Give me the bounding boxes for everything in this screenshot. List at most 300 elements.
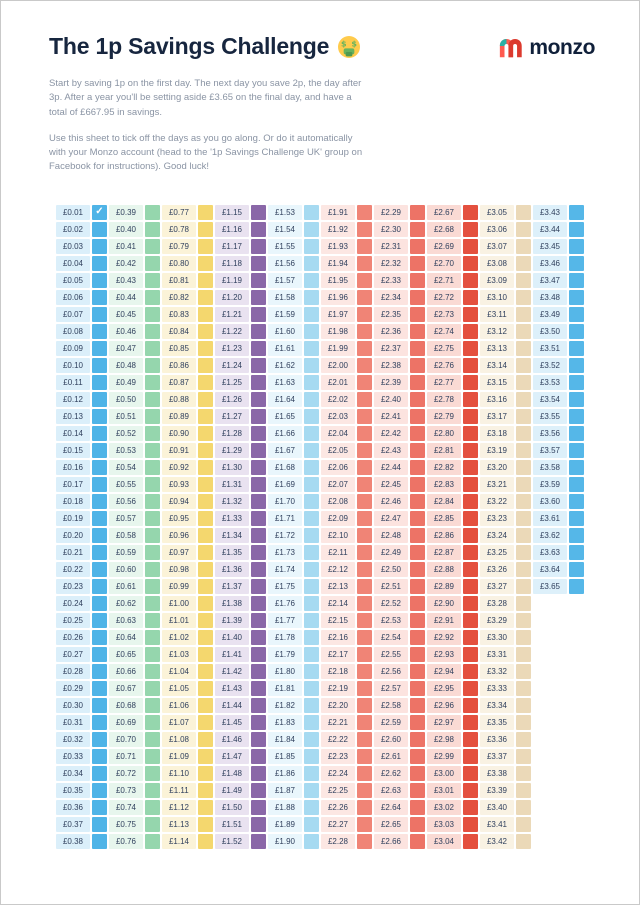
- tick-checkbox[interactable]: [463, 273, 478, 288]
- tick-checkbox[interactable]: [145, 494, 160, 509]
- tick-checkbox[interactable]: [304, 392, 319, 407]
- tick-checkbox[interactable]: [357, 426, 372, 441]
- tick-checkbox[interactable]: [357, 443, 372, 458]
- tick-checkbox[interactable]: [145, 239, 160, 254]
- tick-checkbox[interactable]: [410, 681, 425, 696]
- tick-checkbox[interactable]: [251, 800, 266, 815]
- tick-checkbox[interactable]: [251, 358, 266, 373]
- tick-checkbox[interactable]: [92, 834, 107, 849]
- tick-checkbox[interactable]: [410, 494, 425, 509]
- tick-checkbox[interactable]: [304, 205, 319, 220]
- tick-checkbox[interactable]: [92, 239, 107, 254]
- tick-checkbox[interactable]: [198, 409, 213, 424]
- tick-checkbox[interactable]: [198, 647, 213, 662]
- tick-checkbox[interactable]: [145, 375, 160, 390]
- tick-checkbox[interactable]: [251, 613, 266, 628]
- tick-checkbox[interactable]: [463, 664, 478, 679]
- tick-checkbox[interactable]: [410, 375, 425, 390]
- tick-checkbox[interactable]: [463, 426, 478, 441]
- tick-checkbox[interactable]: [251, 834, 266, 849]
- tick-checkbox[interactable]: [463, 239, 478, 254]
- tick-checkbox[interactable]: [198, 443, 213, 458]
- tick-checkbox[interactable]: [251, 375, 266, 390]
- tick-checkbox[interactable]: [251, 698, 266, 713]
- tick-checkbox[interactable]: [198, 681, 213, 696]
- tick-checkbox[interactable]: [463, 817, 478, 832]
- tick-checkbox[interactable]: [516, 239, 531, 254]
- tick-checkbox[interactable]: [198, 817, 213, 832]
- tick-checkbox[interactable]: [516, 443, 531, 458]
- tick-checkbox[interactable]: [410, 834, 425, 849]
- tick-checkbox[interactable]: [92, 205, 107, 220]
- tick-checkbox[interactable]: [198, 307, 213, 322]
- tick-checkbox[interactable]: [516, 426, 531, 441]
- tick-checkbox[interactable]: [304, 783, 319, 798]
- tick-checkbox[interactable]: [357, 460, 372, 475]
- tick-checkbox[interactable]: [569, 528, 584, 543]
- tick-checkbox[interactable]: [251, 460, 266, 475]
- tick-checkbox[interactable]: [410, 749, 425, 764]
- tick-checkbox[interactable]: [357, 579, 372, 594]
- tick-checkbox[interactable]: [304, 307, 319, 322]
- tick-checkbox[interactable]: [357, 698, 372, 713]
- tick-checkbox[interactable]: [410, 409, 425, 424]
- tick-checkbox[interactable]: [251, 511, 266, 526]
- tick-checkbox[interactable]: [145, 307, 160, 322]
- tick-checkbox[interactable]: [516, 511, 531, 526]
- tick-checkbox[interactable]: [92, 783, 107, 798]
- tick-checkbox[interactable]: [516, 324, 531, 339]
- tick-checkbox[interactable]: [357, 783, 372, 798]
- tick-checkbox[interactable]: [198, 375, 213, 390]
- tick-checkbox[interactable]: [463, 358, 478, 373]
- tick-checkbox[interactable]: [516, 817, 531, 832]
- tick-checkbox[interactable]: [198, 562, 213, 577]
- tick-checkbox[interactable]: [304, 698, 319, 713]
- tick-checkbox[interactable]: [463, 783, 478, 798]
- tick-checkbox[interactable]: [463, 834, 478, 849]
- tick-checkbox[interactable]: [304, 630, 319, 645]
- tick-checkbox[interactable]: [410, 579, 425, 594]
- tick-checkbox[interactable]: [304, 290, 319, 305]
- tick-checkbox[interactable]: [198, 341, 213, 356]
- tick-checkbox[interactable]: [304, 426, 319, 441]
- tick-checkbox[interactable]: [410, 800, 425, 815]
- tick-checkbox[interactable]: [463, 698, 478, 713]
- tick-checkbox[interactable]: [251, 817, 266, 832]
- tick-checkbox[interactable]: [516, 630, 531, 645]
- tick-checkbox[interactable]: [516, 392, 531, 407]
- tick-checkbox[interactable]: [410, 324, 425, 339]
- tick-checkbox[interactable]: [92, 613, 107, 628]
- tick-checkbox[interactable]: [92, 562, 107, 577]
- tick-checkbox[interactable]: [410, 341, 425, 356]
- tick-checkbox[interactable]: [357, 307, 372, 322]
- tick-checkbox[interactable]: [410, 239, 425, 254]
- tick-checkbox[interactable]: [92, 596, 107, 611]
- tick-checkbox[interactable]: [357, 375, 372, 390]
- tick-checkbox[interactable]: [92, 681, 107, 696]
- tick-checkbox[interactable]: [357, 817, 372, 832]
- tick-checkbox[interactable]: [569, 324, 584, 339]
- tick-checkbox[interactable]: [304, 681, 319, 696]
- tick-checkbox[interactable]: [569, 443, 584, 458]
- tick-checkbox[interactable]: [92, 460, 107, 475]
- tick-checkbox[interactable]: [516, 783, 531, 798]
- tick-checkbox[interactable]: [410, 205, 425, 220]
- tick-checkbox[interactable]: [145, 783, 160, 798]
- tick-checkbox[interactable]: [357, 749, 372, 764]
- tick-checkbox[interactable]: [410, 732, 425, 747]
- tick-checkbox[interactable]: [198, 460, 213, 475]
- tick-checkbox[interactable]: [304, 511, 319, 526]
- tick-checkbox[interactable]: [198, 800, 213, 815]
- tick-checkbox[interactable]: [463, 511, 478, 526]
- tick-checkbox[interactable]: [569, 511, 584, 526]
- tick-checkbox[interactable]: [304, 562, 319, 577]
- tick-checkbox[interactable]: [516, 579, 531, 594]
- tick-checkbox[interactable]: [569, 426, 584, 441]
- tick-checkbox[interactable]: [357, 681, 372, 696]
- tick-checkbox[interactable]: [410, 664, 425, 679]
- tick-checkbox[interactable]: [145, 222, 160, 237]
- tick-checkbox[interactable]: [251, 324, 266, 339]
- tick-checkbox[interactable]: [304, 239, 319, 254]
- tick-checkbox[interactable]: [516, 477, 531, 492]
- tick-checkbox[interactable]: [92, 256, 107, 271]
- tick-checkbox[interactable]: [463, 545, 478, 560]
- tick-checkbox[interactable]: [569, 273, 584, 288]
- tick-checkbox[interactable]: [410, 290, 425, 305]
- tick-checkbox[interactable]: [145, 324, 160, 339]
- tick-checkbox[interactable]: [251, 205, 266, 220]
- tick-checkbox[interactable]: [569, 239, 584, 254]
- tick-checkbox[interactable]: [304, 358, 319, 373]
- tick-checkbox[interactable]: [410, 545, 425, 560]
- tick-checkbox[interactable]: [145, 664, 160, 679]
- tick-checkbox[interactable]: [569, 205, 584, 220]
- tick-checkbox[interactable]: [198, 222, 213, 237]
- tick-checkbox[interactable]: [410, 392, 425, 407]
- tick-checkbox[interactable]: [304, 715, 319, 730]
- tick-checkbox[interactable]: [251, 732, 266, 747]
- tick-checkbox[interactable]: [463, 630, 478, 645]
- tick-checkbox[interactable]: [251, 562, 266, 577]
- tick-checkbox[interactable]: [251, 392, 266, 407]
- tick-checkbox[interactable]: [198, 596, 213, 611]
- tick-checkbox[interactable]: [357, 256, 372, 271]
- tick-checkbox[interactable]: [463, 409, 478, 424]
- tick-checkbox[interactable]: [304, 613, 319, 628]
- tick-checkbox[interactable]: [198, 528, 213, 543]
- tick-checkbox[interactable]: [357, 800, 372, 815]
- tick-checkbox[interactable]: [145, 477, 160, 492]
- tick-checkbox[interactable]: [92, 732, 107, 747]
- tick-checkbox[interactable]: [92, 426, 107, 441]
- tick-checkbox[interactable]: [516, 528, 531, 543]
- tick-checkbox[interactable]: [304, 375, 319, 390]
- tick-checkbox[interactable]: [569, 375, 584, 390]
- tick-checkbox[interactable]: [410, 358, 425, 373]
- tick-checkbox[interactable]: [516, 800, 531, 815]
- tick-checkbox[interactable]: [569, 358, 584, 373]
- tick-checkbox[interactable]: [304, 800, 319, 815]
- tick-checkbox[interactable]: [410, 630, 425, 645]
- tick-checkbox[interactable]: [92, 800, 107, 815]
- tick-checkbox[interactable]: [198, 783, 213, 798]
- tick-checkbox[interactable]: [569, 494, 584, 509]
- tick-checkbox[interactable]: [357, 834, 372, 849]
- tick-checkbox[interactable]: [357, 477, 372, 492]
- tick-checkbox[interactable]: [516, 647, 531, 662]
- tick-checkbox[interactable]: [198, 494, 213, 509]
- tick-checkbox[interactable]: [463, 443, 478, 458]
- tick-checkbox[interactable]: [304, 579, 319, 594]
- tick-checkbox[interactable]: [357, 290, 372, 305]
- tick-checkbox[interactable]: [145, 647, 160, 662]
- tick-checkbox[interactable]: [92, 630, 107, 645]
- tick-checkbox[interactable]: [251, 290, 266, 305]
- tick-checkbox[interactable]: [251, 681, 266, 696]
- tick-checkbox[interactable]: [198, 613, 213, 628]
- tick-checkbox[interactable]: [145, 579, 160, 594]
- tick-checkbox[interactable]: [569, 307, 584, 322]
- tick-checkbox[interactable]: [569, 477, 584, 492]
- tick-checkbox[interactable]: [410, 511, 425, 526]
- tick-checkbox[interactable]: [357, 205, 372, 220]
- tick-checkbox[interactable]: [92, 511, 107, 526]
- tick-checkbox[interactable]: [304, 409, 319, 424]
- tick-checkbox[interactable]: [145, 698, 160, 713]
- tick-checkbox[interactable]: [145, 562, 160, 577]
- tick-checkbox[interactable]: [463, 681, 478, 696]
- tick-checkbox[interactable]: [145, 443, 160, 458]
- tick-checkbox[interactable]: [92, 273, 107, 288]
- tick-checkbox[interactable]: [145, 341, 160, 356]
- tick-checkbox[interactable]: [304, 341, 319, 356]
- tick-checkbox[interactable]: [516, 715, 531, 730]
- tick-checkbox[interactable]: [516, 290, 531, 305]
- tick-checkbox[interactable]: [463, 494, 478, 509]
- tick-checkbox[interactable]: [251, 766, 266, 781]
- tick-checkbox[interactable]: [516, 358, 531, 373]
- tick-checkbox[interactable]: [304, 256, 319, 271]
- tick-checkbox[interactable]: [198, 511, 213, 526]
- tick-checkbox[interactable]: [92, 579, 107, 594]
- tick-checkbox[interactable]: [463, 715, 478, 730]
- tick-checkbox[interactable]: [92, 222, 107, 237]
- tick-checkbox[interactable]: [516, 256, 531, 271]
- tick-checkbox[interactable]: [304, 596, 319, 611]
- tick-checkbox[interactable]: [463, 307, 478, 322]
- tick-checkbox[interactable]: [251, 630, 266, 645]
- tick-checkbox[interactable]: [304, 766, 319, 781]
- tick-checkbox[interactable]: [516, 834, 531, 849]
- tick-checkbox[interactable]: [304, 749, 319, 764]
- tick-checkbox[interactable]: [516, 698, 531, 713]
- tick-checkbox[interactable]: [198, 732, 213, 747]
- tick-checkbox[interactable]: [145, 426, 160, 441]
- tick-checkbox[interactable]: [92, 817, 107, 832]
- tick-checkbox[interactable]: [304, 443, 319, 458]
- tick-checkbox[interactable]: [410, 562, 425, 577]
- tick-checkbox[interactable]: [463, 324, 478, 339]
- tick-checkbox[interactable]: [357, 409, 372, 424]
- tick-checkbox[interactable]: [251, 545, 266, 560]
- tick-checkbox[interactable]: [304, 273, 319, 288]
- tick-checkbox[interactable]: [410, 528, 425, 543]
- tick-checkbox[interactable]: [516, 749, 531, 764]
- tick-checkbox[interactable]: [198, 324, 213, 339]
- tick-checkbox[interactable]: [410, 222, 425, 237]
- tick-checkbox[interactable]: [463, 290, 478, 305]
- tick-checkbox[interactable]: [198, 392, 213, 407]
- tick-checkbox[interactable]: [569, 579, 584, 594]
- tick-checkbox[interactable]: [516, 273, 531, 288]
- tick-checkbox[interactable]: [410, 307, 425, 322]
- tick-checkbox[interactable]: [410, 817, 425, 832]
- tick-checkbox[interactable]: [145, 834, 160, 849]
- tick-checkbox[interactable]: [92, 664, 107, 679]
- tick-checkbox[interactable]: [463, 732, 478, 747]
- tick-checkbox[interactable]: [463, 392, 478, 407]
- tick-checkbox[interactable]: [198, 545, 213, 560]
- tick-checkbox[interactable]: [410, 477, 425, 492]
- tick-checkbox[interactable]: [569, 409, 584, 424]
- tick-checkbox[interactable]: [92, 766, 107, 781]
- tick-checkbox[interactable]: [410, 426, 425, 441]
- tick-checkbox[interactable]: [145, 749, 160, 764]
- tick-checkbox[interactable]: [463, 749, 478, 764]
- tick-checkbox[interactable]: [145, 613, 160, 628]
- tick-checkbox[interactable]: [569, 460, 584, 475]
- tick-checkbox[interactable]: [357, 341, 372, 356]
- tick-checkbox[interactable]: [516, 562, 531, 577]
- tick-checkbox[interactable]: [145, 715, 160, 730]
- tick-checkbox[interactable]: [463, 800, 478, 815]
- tick-checkbox[interactable]: [357, 392, 372, 407]
- tick-checkbox[interactable]: [198, 358, 213, 373]
- tick-checkbox[interactable]: [251, 596, 266, 611]
- tick-checkbox[interactable]: [516, 664, 531, 679]
- tick-checkbox[interactable]: [198, 749, 213, 764]
- tick-checkbox[interactable]: [251, 647, 266, 662]
- tick-checkbox[interactable]: [357, 596, 372, 611]
- tick-checkbox[interactable]: [92, 409, 107, 424]
- tick-checkbox[interactable]: [92, 290, 107, 305]
- tick-checkbox[interactable]: [463, 477, 478, 492]
- tick-checkbox[interactable]: [569, 290, 584, 305]
- tick-checkbox[interactable]: [92, 358, 107, 373]
- tick-checkbox[interactable]: [463, 528, 478, 543]
- tick-checkbox[interactable]: [357, 630, 372, 645]
- tick-checkbox[interactable]: [357, 766, 372, 781]
- tick-checkbox[interactable]: [569, 562, 584, 577]
- tick-checkbox[interactable]: [145, 766, 160, 781]
- tick-checkbox[interactable]: [410, 460, 425, 475]
- tick-checkbox[interactable]: [251, 579, 266, 594]
- tick-checkbox[interactable]: [92, 494, 107, 509]
- tick-checkbox[interactable]: [198, 205, 213, 220]
- tick-checkbox[interactable]: [92, 715, 107, 730]
- tick-checkbox[interactable]: [251, 443, 266, 458]
- tick-checkbox[interactable]: [251, 494, 266, 509]
- tick-checkbox[interactable]: [516, 205, 531, 220]
- tick-checkbox[interactable]: [357, 222, 372, 237]
- tick-checkbox[interactable]: [463, 579, 478, 594]
- tick-checkbox[interactable]: [198, 477, 213, 492]
- tick-checkbox[interactable]: [410, 766, 425, 781]
- tick-checkbox[interactable]: [463, 375, 478, 390]
- tick-checkbox[interactable]: [145, 256, 160, 271]
- tick-checkbox[interactable]: [251, 409, 266, 424]
- tick-checkbox[interactable]: [357, 324, 372, 339]
- tick-checkbox[interactable]: [410, 256, 425, 271]
- tick-checkbox[interactable]: [92, 341, 107, 356]
- tick-checkbox[interactable]: [463, 766, 478, 781]
- tick-checkbox[interactable]: [198, 256, 213, 271]
- tick-checkbox[interactable]: [251, 783, 266, 798]
- tick-checkbox[interactable]: [304, 647, 319, 662]
- tick-checkbox[interactable]: [516, 460, 531, 475]
- tick-checkbox[interactable]: [198, 426, 213, 441]
- tick-checkbox[interactable]: [569, 341, 584, 356]
- tick-checkbox[interactable]: [304, 494, 319, 509]
- tick-checkbox[interactable]: [251, 341, 266, 356]
- tick-checkbox[interactable]: [357, 358, 372, 373]
- tick-checkbox[interactable]: [145, 800, 160, 815]
- tick-checkbox[interactable]: [516, 375, 531, 390]
- tick-checkbox[interactable]: [92, 392, 107, 407]
- tick-checkbox[interactable]: [198, 664, 213, 679]
- tick-checkbox[interactable]: [198, 290, 213, 305]
- tick-checkbox[interactable]: [357, 545, 372, 560]
- tick-checkbox[interactable]: [304, 732, 319, 747]
- tick-checkbox[interactable]: [92, 647, 107, 662]
- tick-checkbox[interactable]: [145, 528, 160, 543]
- tick-checkbox[interactable]: [516, 341, 531, 356]
- tick-checkbox[interactable]: [357, 664, 372, 679]
- tick-checkbox[interactable]: [516, 409, 531, 424]
- tick-checkbox[interactable]: [145, 290, 160, 305]
- tick-checkbox[interactable]: [198, 239, 213, 254]
- tick-checkbox[interactable]: [569, 392, 584, 407]
- tick-checkbox[interactable]: [304, 545, 319, 560]
- tick-checkbox[interactable]: [463, 222, 478, 237]
- tick-checkbox[interactable]: [516, 681, 531, 696]
- tick-checkbox[interactable]: [357, 494, 372, 509]
- tick-checkbox[interactable]: [357, 273, 372, 288]
- tick-checkbox[interactable]: [516, 613, 531, 628]
- tick-checkbox[interactable]: [251, 239, 266, 254]
- tick-checkbox[interactable]: [145, 460, 160, 475]
- tick-checkbox[interactable]: [410, 613, 425, 628]
- tick-checkbox[interactable]: [198, 630, 213, 645]
- tick-checkbox[interactable]: [410, 443, 425, 458]
- tick-checkbox[interactable]: [145, 358, 160, 373]
- tick-checkbox[interactable]: [516, 494, 531, 509]
- tick-checkbox[interactable]: [410, 647, 425, 662]
- tick-checkbox[interactable]: [357, 528, 372, 543]
- tick-checkbox[interactable]: [304, 664, 319, 679]
- tick-checkbox[interactable]: [410, 596, 425, 611]
- tick-checkbox[interactable]: [251, 528, 266, 543]
- tick-checkbox[interactable]: [145, 409, 160, 424]
- tick-checkbox[interactable]: [251, 477, 266, 492]
- tick-checkbox[interactable]: [304, 817, 319, 832]
- tick-checkbox[interactable]: [304, 477, 319, 492]
- tick-checkbox[interactable]: [516, 732, 531, 747]
